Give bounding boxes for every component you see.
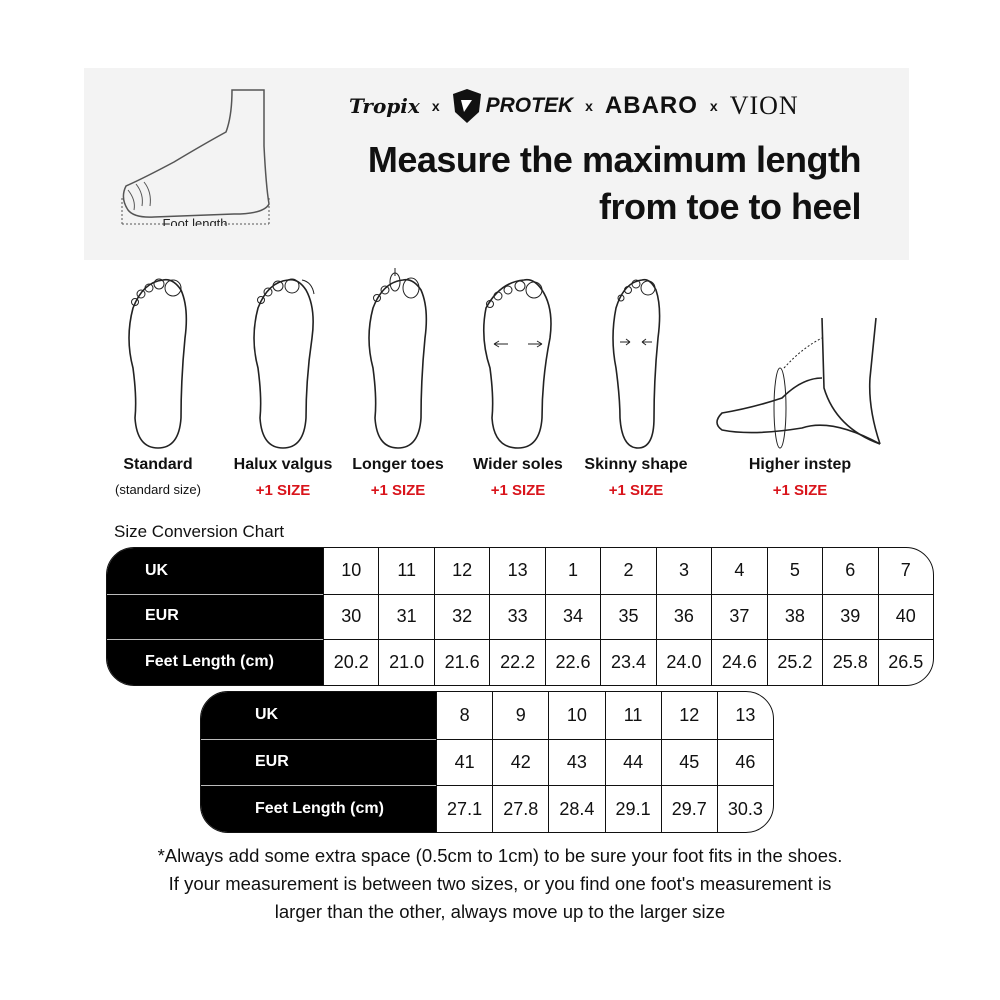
foot-type-label: Longer toes (352, 456, 444, 473)
foot-type-sub: (standard size) (115, 482, 201, 497)
table-cell: 22.2 (489, 639, 544, 685)
table-cell: 24.0 (656, 639, 711, 685)
foot-type-label: Halux valgus (233, 456, 333, 473)
headline-line: Measure the maximum length (367, 139, 861, 180)
foot-type-label: Standard (123, 456, 193, 473)
table-cell: 12 (661, 692, 717, 739)
size-adjustment: +1 SIZE (370, 482, 426, 499)
row-header: Feet Length (cm) (107, 639, 323, 685)
size-adjustment: +1 SIZE (490, 482, 546, 499)
table-cell: 22.6 (545, 639, 600, 685)
row-header: UK (107, 548, 323, 594)
table-cell: 10 (548, 692, 604, 739)
table-cell: 44 (605, 739, 661, 786)
table-cell: 20.2 (323, 639, 378, 685)
separator: x (431, 98, 440, 114)
protek-text: PROTEK (485, 94, 574, 117)
table-cell: 5 (767, 548, 822, 594)
table-cell: 13 (489, 548, 544, 594)
table-cell: 38 (767, 594, 822, 640)
table-cell: 26.5 (878, 639, 933, 685)
table-cell: 33 (489, 594, 544, 640)
table-cell: 25.2 (767, 639, 822, 685)
table-cell: 36 (656, 594, 711, 640)
headline-line: from toe to heel (598, 186, 861, 227)
note-line: *Always add some extra space (0.5cm to 1cm) to be sure your foot fits in the shoes. (157, 845, 843, 866)
table-cell: 35 (600, 594, 655, 640)
vion-logo: VION (729, 91, 799, 120)
table-cell: 40 (878, 594, 933, 640)
table-cell: 1 (545, 548, 600, 594)
table-cell: 13 (717, 692, 773, 739)
brand-logos (349, 88, 799, 124)
table-cell: 8 (436, 692, 492, 739)
row-header: EUR (201, 739, 436, 786)
separator: x (585, 98, 593, 114)
table-cell: 25.8 (822, 639, 877, 685)
foot-type-label: Wider soles (473, 456, 563, 473)
foot-type-label: Higher instep (748, 456, 852, 473)
table-cell: 27.8 (492, 785, 548, 832)
abaro-logo: ABARO (604, 92, 698, 119)
foot-type-label: Skinny shape (584, 456, 688, 473)
chart-title: Size Conversion Chart (114, 522, 285, 541)
table-cell: 2 (600, 548, 655, 594)
size-table-2 (200, 691, 774, 833)
table-cell: 9 (492, 692, 548, 739)
table-cell: 41 (436, 739, 492, 786)
table-cell: 11 (605, 692, 661, 739)
table-cell: 24.6 (711, 639, 766, 685)
table-cell: 37 (711, 594, 766, 640)
table-cell: 29.7 (661, 785, 717, 832)
table-cell: 43 (548, 739, 604, 786)
table-cell: 10 (323, 548, 378, 594)
separator: x (709, 98, 718, 114)
foot-sole-icon (123, 268, 193, 450)
protek-logo (452, 88, 574, 124)
note-line: larger than the other, always move up to the larger size (274, 901, 726, 922)
table-cell: 23.4 (600, 639, 655, 685)
size-adjustment: +1 SIZE (255, 482, 311, 499)
foot-type-higher-instep (712, 268, 888, 499)
hero-banner (84, 68, 909, 260)
foot-type-skinny-shape (561, 268, 711, 499)
size-adjustment: +1 SIZE (772, 482, 828, 499)
tropix-logo: Tropix (349, 94, 420, 118)
sizing-note (0, 842, 1000, 926)
table-cell: 30 (323, 594, 378, 640)
table-cell: 7 (878, 548, 933, 594)
table-cell: 31 (378, 594, 433, 640)
table-cell: 30.3 (717, 785, 773, 832)
table-cell: 42 (492, 739, 548, 786)
table-cell: 46 (717, 739, 773, 786)
row-header: Feet Length (cm) (201, 785, 436, 832)
table-cell: 39 (822, 594, 877, 640)
table-cell: 6 (822, 548, 877, 594)
size-table-1 (106, 547, 934, 686)
table-cell: 45 (661, 739, 717, 786)
table-cell: 21.6 (434, 639, 489, 685)
table-cell: 32 (434, 594, 489, 640)
foot-types (0, 268, 1000, 508)
shield-icon (452, 88, 482, 124)
size-adjustment: +1 SIZE (608, 482, 664, 499)
note-line: If your measurement is between two sizes, or you find one foot's measurement is (168, 873, 832, 894)
table-cell: 12 (434, 548, 489, 594)
row-header: EUR (107, 594, 323, 640)
table-cell: 4 (711, 548, 766, 594)
table-cell: 11 (378, 548, 433, 594)
table-cell: 34 (545, 594, 600, 640)
headline (368, 136, 861, 230)
table-cell: 29.1 (605, 785, 661, 832)
table-cell: 28.4 (548, 785, 604, 832)
foot-length-label: Foot length (162, 216, 228, 226)
table-cell: 3 (656, 548, 711, 594)
table-cell: 21.0 (378, 639, 433, 685)
foot-length-illustration (114, 86, 304, 231)
row-header: UK (201, 692, 436, 739)
table-cell: 27.1 (436, 785, 492, 832)
